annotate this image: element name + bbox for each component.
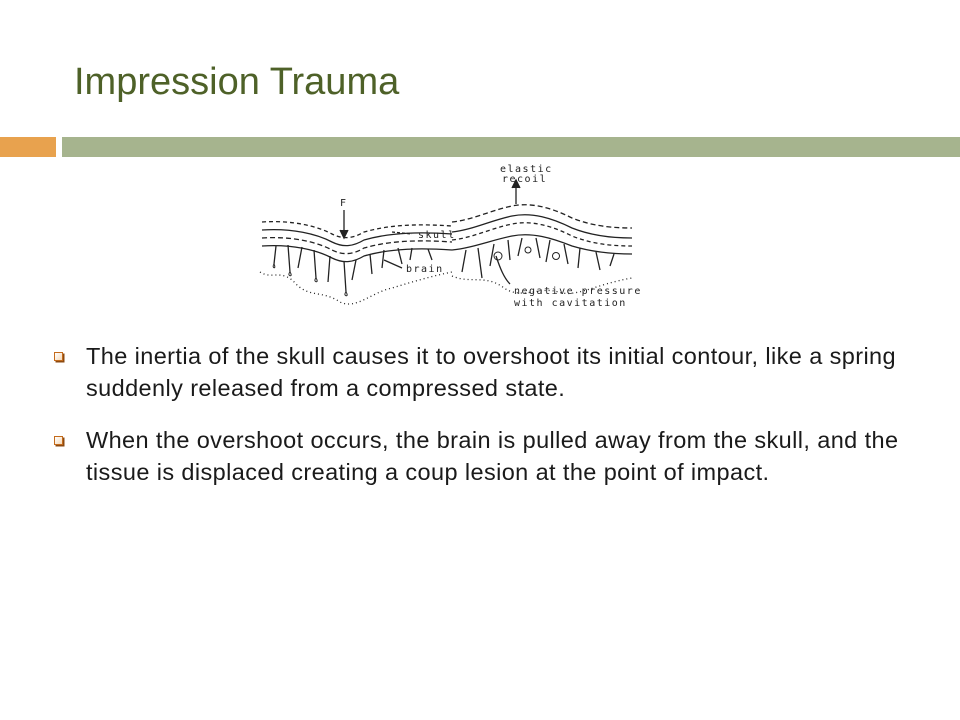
diagram-svg xyxy=(252,160,652,318)
bullet-text: The inertia of the skull causes it to overshoot its initial contour, like a spring suddenly released from a compressed state. xyxy=(86,343,896,401)
impression-trauma-diagram xyxy=(252,160,652,318)
brain-label: brain xyxy=(406,264,444,275)
right-panel xyxy=(452,180,632,293)
negative-pressure-label-1: negative pressure xyxy=(514,286,642,297)
bullet-text: When the overshoot occurs, the brain is pulled away from the skull, and the tissue is displaced creating a coup lesion at the point of impact. xyxy=(86,427,899,485)
square-bullet-icon xyxy=(54,436,63,445)
negative-pressure-label-2: with cavitation xyxy=(514,298,627,309)
left-panel xyxy=(260,210,452,304)
elastic-recoil-label-2: recoil xyxy=(502,174,548,185)
accent-bar-green xyxy=(62,137,960,157)
accent-bar-orange xyxy=(0,137,56,157)
slide-title: Impression Trauma xyxy=(74,61,400,103)
bullet-item xyxy=(46,340,916,404)
force-label: F xyxy=(340,198,348,209)
skull-label: skull xyxy=(418,230,456,241)
elastic-recoil-label-1: elastic xyxy=(500,164,553,175)
square-bullet-icon xyxy=(54,352,63,361)
bullet-list xyxy=(46,340,916,508)
bullet-item xyxy=(46,424,916,488)
